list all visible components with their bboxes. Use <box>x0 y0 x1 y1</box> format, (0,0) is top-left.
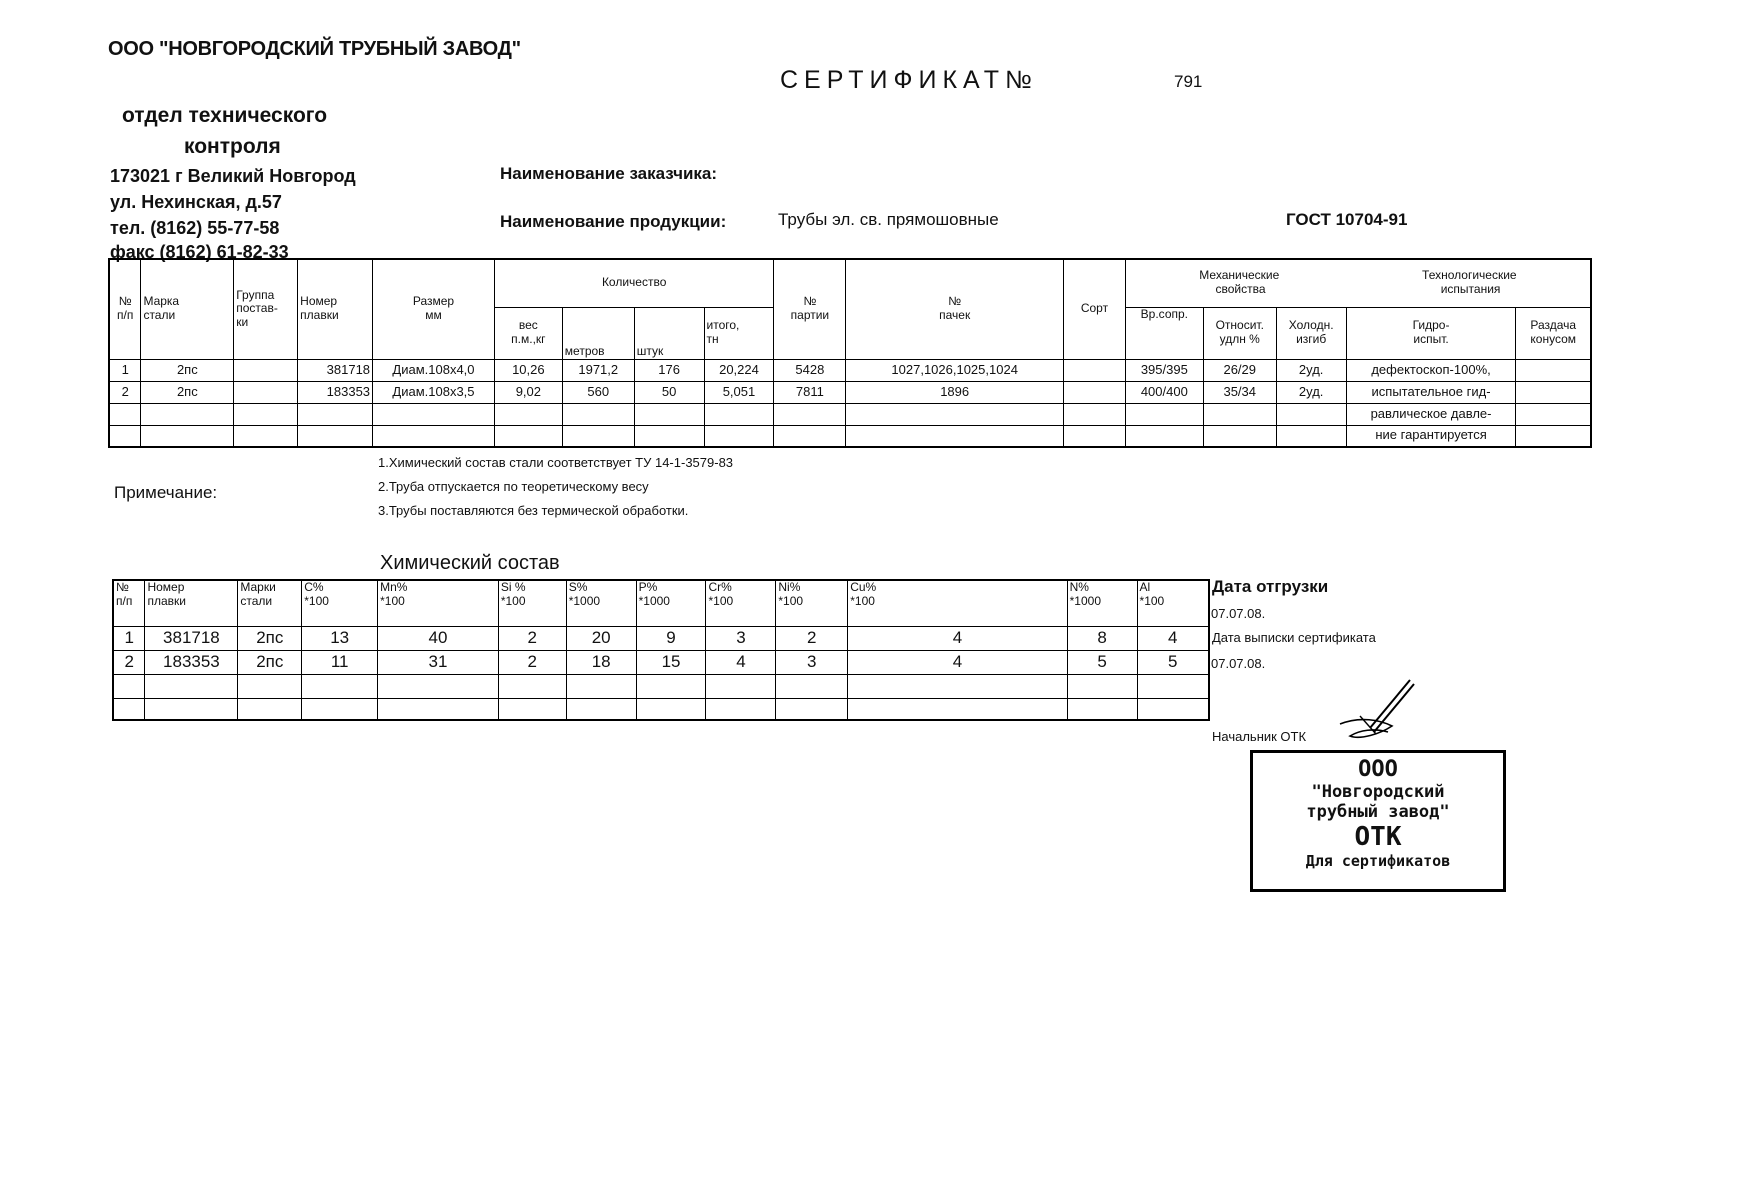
note-3: 3.Трубы поставляются без термической обработки. <box>378 503 689 518</box>
chem-header-cell: Ni% *100 <box>776 580 848 626</box>
header-bend: Холодн. изгиб <box>1276 307 1346 359</box>
chem-header-cell: № п/п <box>113 580 145 626</box>
header-batch: № партии <box>774 259 846 359</box>
chem-row: 1 381718 2пс 13 40 2 20 9 3 2 4 8 4 <box>113 626 1209 650</box>
notes-label: Примечание: <box>114 483 218 502</box>
product-label: Наименование продукции: <box>500 212 727 231</box>
table-row: 2 2пс 183353 Диам.108х3,5 9,02 560 50 5,051 7811 1896 400/400 35/34 2уд. испытательное гид- <box>109 381 1591 403</box>
header-tensile: Вр.сопр. <box>1125 307 1203 359</box>
header-grade: Сорт <box>1064 259 1126 359</box>
header-hydro: Гидро- испыт. <box>1346 307 1516 359</box>
note-1: 1.Химический состав стали соответствует ТУ 14-1-3579-83 <box>378 455 734 470</box>
chem-title: Химический состав <box>380 552 560 574</box>
certificate-table <box>108 258 1592 448</box>
certificate-title: СЕРТИФИКАТ№ <box>780 66 1038 94</box>
chem-header-cell: N% *1000 <box>1067 580 1137 626</box>
header-tech: Технологические <box>1422 268 1517 283</box>
ship-date-label: Дата отгрузки <box>1212 577 1329 596</box>
header-meters: метров <box>562 307 634 359</box>
header-steel: Марка стали <box>141 259 234 359</box>
header-properties <box>1125 259 1591 307</box>
header-heat: Номер плавки <box>298 259 373 359</box>
header-group: Группа постав- ки <box>234 259 298 359</box>
header-weight: вес п.м.,кг <box>494 307 562 359</box>
header-total: итого, тн <box>704 307 774 359</box>
department-line2: контроля <box>184 135 281 158</box>
chem-header-cell: Марки стали <box>238 580 302 626</box>
chem-header-cell: Mn% *100 <box>378 580 499 626</box>
note-2: 2.Труба отпускается по теоретическому весу <box>378 479 649 494</box>
header-mech: Механические <box>1199 268 1280 283</box>
chem-table <box>112 579 1210 721</box>
company-name: ООО "НОВГОРОДСКИЙ ТРУБНЫЙ ЗАВОД" <box>108 38 521 60</box>
table-row: равлическое давле- <box>109 403 1591 425</box>
chem-row <box>113 674 1209 698</box>
phone: тел. (8162) 55-77-58 <box>110 218 280 238</box>
customer-label: Наименование заказчика: <box>500 164 718 183</box>
header-size: Размер мм <box>373 259 495 359</box>
chem-header-cell: Cu% *100 <box>848 580 1067 626</box>
table-row: ние гарантируется <box>109 425 1591 447</box>
chem-header-row <box>113 580 1209 626</box>
chem-row: 2 183353 2пс 11 31 2 18 15 4 3 4 5 5 <box>113 650 1209 674</box>
table-row: 1 2пс 381718 Диам.108х4,0 10,26 1971,2 176 20,224 5428 1027,1026,1025,1024 395/395 26/29 2уд. дефектоскоп-100%, <box>109 359 1591 381</box>
chem-row <box>113 698 1209 720</box>
department-line1: отдел технического <box>122 104 328 127</box>
certificate-number: 791 <box>1174 72 1203 91</box>
chief-label: Начальник ОТК <box>1212 729 1307 744</box>
header-num: № п/п <box>109 259 141 359</box>
chem-header-cell: Номер плавки <box>145 580 238 626</box>
product-value: Трубы эл. св. прямошовные <box>778 210 999 229</box>
header-pieces: штук <box>634 307 704 359</box>
address-city: 173021 г Великий Новгород <box>110 166 356 186</box>
fax: факс (8162) 61-82-33 <box>110 242 289 262</box>
header-bundles: № пачек <box>846 259 1064 359</box>
chem-header-cell: S% *1000 <box>566 580 636 626</box>
issue-date: 07.07.08. <box>1211 656 1266 671</box>
standard: ГОСТ 10704-91 <box>1286 210 1408 229</box>
chem-header-cell: Si % *100 <box>498 580 566 626</box>
header-quantity: Количество <box>494 259 774 307</box>
otk-stamp: ООО "Новгородский трубный завод" ОТК Для сертификатов <box>1250 750 1506 892</box>
chem-header-cell: Al *100 <box>1137 580 1209 626</box>
chem-header-cell: Cr% *100 <box>706 580 776 626</box>
header-mech2: свойства <box>1215 282 1266 297</box>
chem-header-cell: С% *100 <box>302 580 378 626</box>
issue-date-label: Дата выписки сертификата <box>1212 630 1376 645</box>
ship-date: 07.07.08. <box>1211 606 1266 621</box>
address-street: ул. Нехинская, д.57 <box>110 192 282 212</box>
header-elong: Относит. удлн % <box>1203 307 1276 359</box>
signature-icon <box>1330 676 1430 746</box>
header-tech2: испытания <box>1440 282 1501 297</box>
chem-header-cell: Р% *1000 <box>636 580 706 626</box>
header-flare: Раздача конусом <box>1516 307 1591 359</box>
